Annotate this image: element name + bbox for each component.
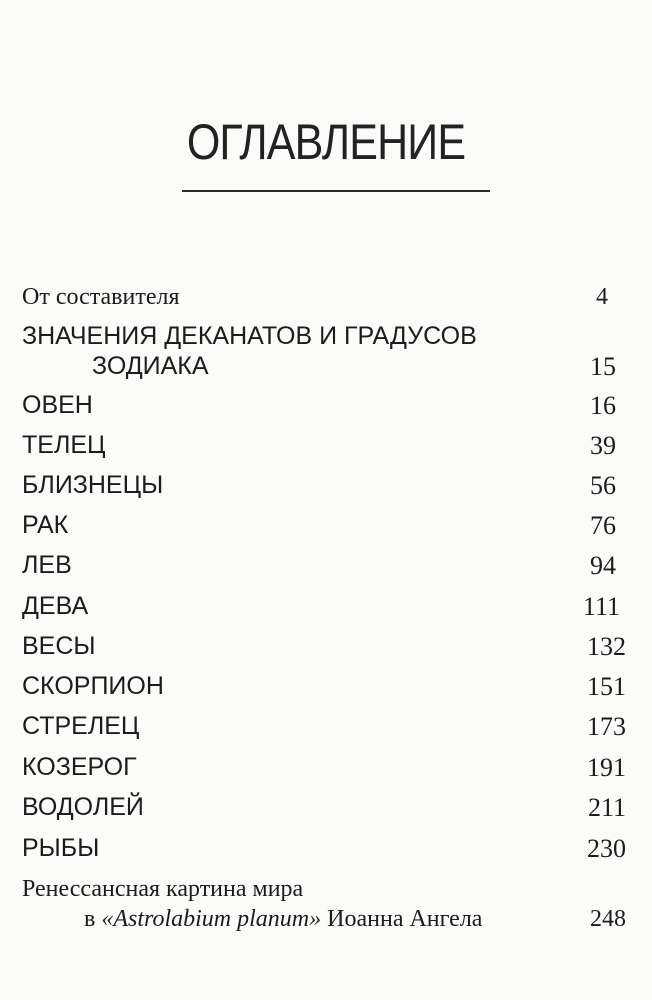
toc-entry-label: ЛЕВ	[22, 551, 72, 579]
toc-entry-page: 173	[587, 712, 626, 741]
toc-entry-page: 76	[590, 511, 616, 540]
toc-entry-page: 191	[587, 753, 626, 782]
toc-entry-label-suffix: Иоанна Ангела	[321, 906, 483, 932]
toc-entry-page: 56	[590, 471, 616, 500]
toc-entry-label: От составителя	[22, 284, 180, 310]
toc-entry-page: 15	[590, 352, 616, 381]
toc-entry-label: ВОДОЛЕЙ	[22, 793, 144, 821]
toc-entry-label: ТЕЛЕЦ	[22, 431, 106, 459]
toc-entry-label-italic-title: «Astrolabium planum»	[101, 906, 322, 932]
toc-entry-page: 211	[587, 793, 626, 822]
toc-entry-label-prefix: в	[84, 906, 102, 932]
toc-entry-label: РЫБЫ	[22, 834, 100, 862]
toc-entry-label: РАК	[22, 511, 69, 539]
toc-entry-page: 230	[587, 834, 626, 863]
toc-entry-page: 4	[596, 284, 608, 310]
toc-entry-page: 132	[587, 632, 626, 661]
toc-entry-label-line1: ЗНАЧЕНИЯ ДЕКАНАТОВ И ГРАДУСОВ	[22, 322, 477, 350]
toc-entry-label: ВЕСЫ	[22, 632, 96, 660]
toc-entry-label: ОВЕН	[22, 391, 93, 419]
toc-entry-page: 151	[587, 672, 626, 701]
toc-entry-label-line1: Ренессансная картина мира	[22, 876, 304, 902]
toc-entry-label: БЛИЗНЕЦЫ	[22, 471, 164, 499]
toc-entry-page: 111	[582, 592, 620, 621]
page-title: ОГЛАВЛЕНИЕ	[186, 114, 466, 170]
toc-entry-page: 94	[590, 551, 616, 580]
toc-entry-label: ДЕВА	[22, 592, 89, 620]
toc-entry-label-line2	[84, 906, 482, 933]
toc-entry-page: 16	[590, 391, 616, 420]
toc-entry-label: СКОРПИОН	[22, 672, 164, 700]
toc-entry-label-line2: ЗОДИАКА	[92, 352, 209, 380]
toc-entry-label: СТРЕЛЕЦ	[22, 712, 140, 740]
toc-entry-page: 39	[590, 431, 616, 460]
toc-entry-page: 248	[590, 906, 626, 932]
toc-entry-label: КОЗЕРОГ	[22, 753, 137, 781]
